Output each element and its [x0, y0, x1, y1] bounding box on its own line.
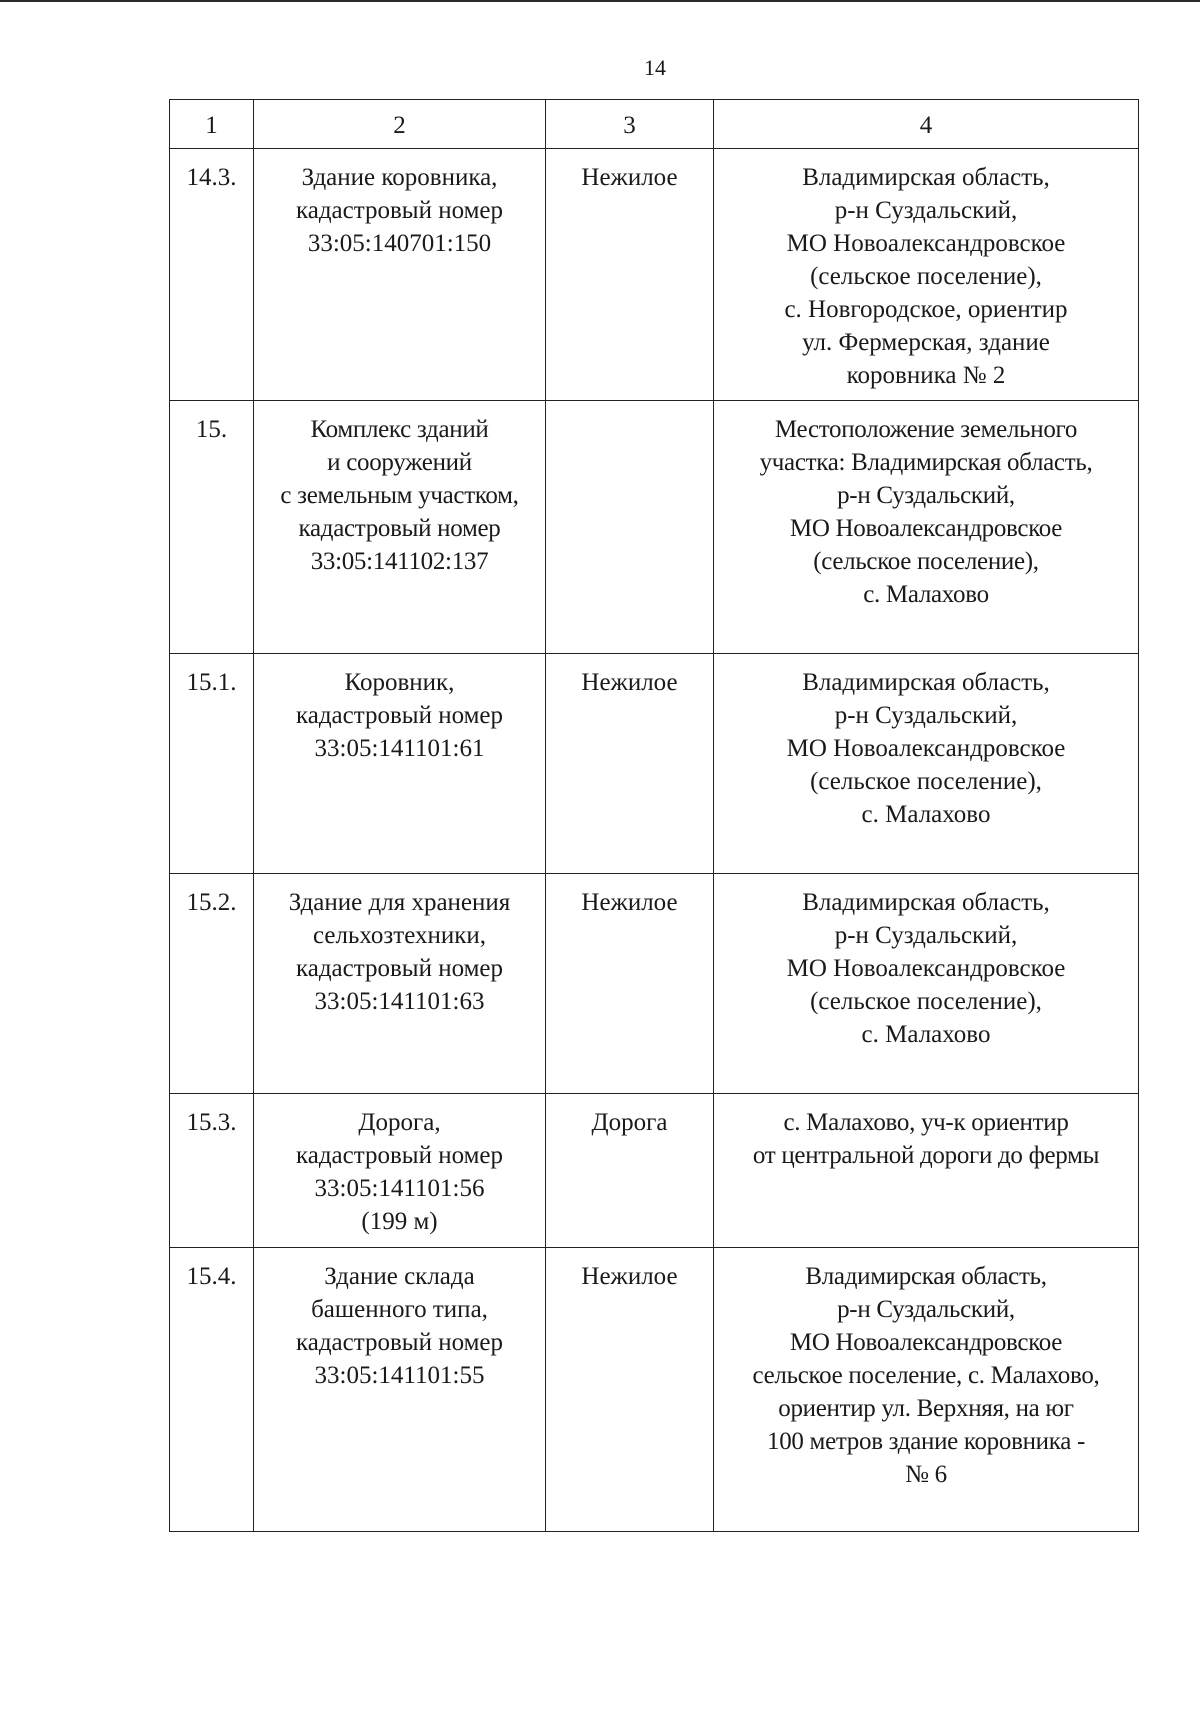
- object-address: Владимирская область, р-н Суздальский, МО Новоалександровское (сельское поселение), с. Новгородское, ориентир ул. Фермерская, здание коровника № 2: [714, 149, 1139, 401]
- row-number: 15.2.: [170, 874, 254, 1094]
- object-name: Дорога, кадастровый номер 33:05:141101:56 (199 м): [254, 1094, 546, 1248]
- object-type: Нежилое: [546, 874, 714, 1094]
- object-type: Нежилое: [546, 654, 714, 874]
- property-table: [169, 99, 1139, 1532]
- table-header-row: [170, 100, 1139, 149]
- object-address: Местоположение земельного участка: Владимирская область, р-н Суздальский, МО Новоалександровское (сельское поселение), с. Малахово: [714, 401, 1139, 654]
- object-name: Здание для хранения сельхозтехники, кадастровый номер 33:05:141101:63: [254, 874, 546, 1094]
- object-address: Владимирская область, р-н Суздальский, МО Новоалександровское сельское поселение, с. Малахово, ориентир ул. Верхняя, на юг 100 метров здание коровника - № 6: [714, 1248, 1139, 1532]
- table-row: [170, 401, 1139, 654]
- object-name: Коровник, кадастровый номер 33:05:141101:61: [254, 654, 546, 874]
- object-type: Нежилое: [546, 1248, 714, 1532]
- row-number: 15.1.: [170, 654, 254, 874]
- row-number: 15.: [170, 401, 254, 654]
- table-row: [170, 654, 1139, 874]
- object-address: с. Малахово, уч-к ориентир от центральной дороги до фермы: [714, 1094, 1139, 1248]
- object-name: Комплекс зданий и сооружений с земельным участком, кадастровый номер 33:05:141102:137: [254, 401, 546, 654]
- row-number: 14.3.: [170, 149, 254, 401]
- row-number: 15.3.: [170, 1094, 254, 1248]
- column-header-address: 4: [714, 100, 1139, 149]
- column-header-type: 3: [546, 100, 714, 149]
- page-number: 14: [644, 55, 666, 80]
- object-type: [546, 401, 714, 654]
- object-type: Нежилое: [546, 149, 714, 401]
- table-row: [170, 874, 1139, 1094]
- column-header-number: 1: [170, 100, 254, 149]
- object-name: Здание коровника, кадастровый номер 33:05:140701:150: [254, 149, 546, 401]
- object-address: Владимирская область, р-н Суздальский, МО Новоалександровское (сельское поселение), с. Малахово: [714, 874, 1139, 1094]
- object-type: Дорога: [546, 1094, 714, 1248]
- object-address: Владимирская область, р-н Суздальский, МО Новоалександровское (сельское поселение), с. Малахово: [714, 654, 1139, 874]
- row-number: 15.4.: [170, 1248, 254, 1532]
- table-row: [170, 1094, 1139, 1248]
- table-row: [170, 1248, 1139, 1532]
- scan-edge: [0, 0, 1200, 2]
- table-row: [170, 149, 1139, 401]
- column-header-name: 2: [254, 100, 546, 149]
- object-name: Здание склада башенного типа, кадастровый номер 33:05:141101:55: [254, 1248, 546, 1532]
